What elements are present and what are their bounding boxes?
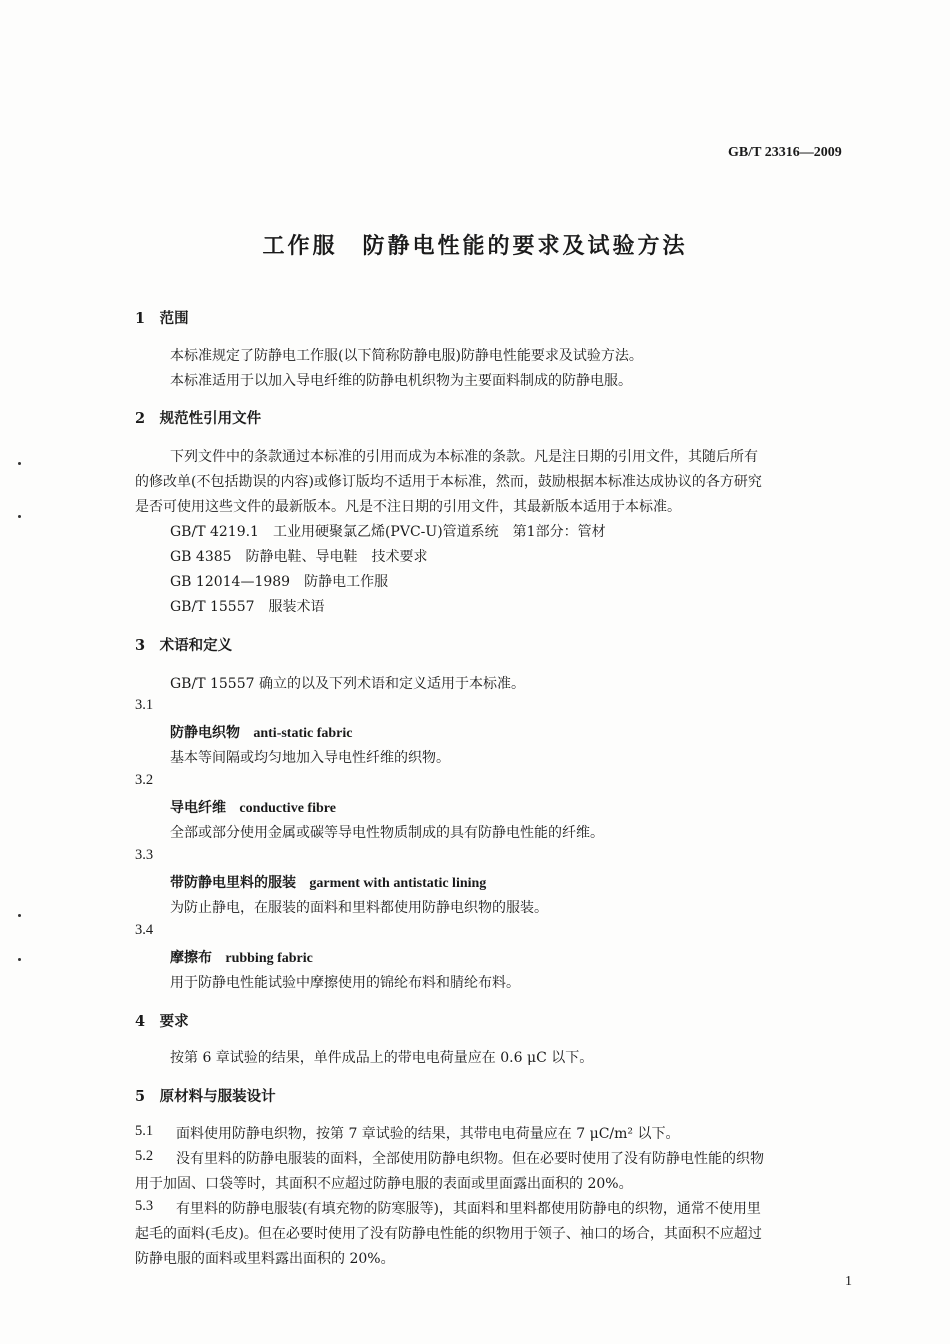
reference-4: GB/T 15557 服装术语 <box>170 599 325 615</box>
page-number: 1 <box>845 1274 852 1289</box>
term-definition: 全部或部分使用金属或碳等导电性物质制成的具有防静电性能的纤维。 <box>170 825 604 841</box>
section-2-para-line-2: 的修改单(不包括勘误的内容)或修订版均不适用于本标准，然而，鼓励根据本标准达成协议的各方研究 <box>135 474 762 490</box>
scan-speck <box>18 515 21 518</box>
term-definition: 基本等间隔或均匀地加入导电性纤维的织物。 <box>170 750 450 766</box>
section-2-para-line-3: 是否可使用这些文件的最新版本。凡是不注日期的引用文件，其最新版本适用于本标准。 <box>135 499 681 515</box>
clause-5-3-line-2: 起毛的面料(毛皮)。但在必要时使用了没有防静电性能的织物用于领子、袖口的场合，其面积不应超过 <box>135 1226 762 1242</box>
term-zh: 导电纤维 <box>170 800 226 816</box>
term-en: conductive fibre <box>239 801 336 816</box>
scan-speck <box>18 914 21 917</box>
scan-speck <box>18 958 21 961</box>
section-1-heading: 1 范围 <box>135 310 189 327</box>
term-number: 3.4 <box>135 922 154 938</box>
term-zh: 摩擦布 <box>170 950 212 966</box>
clause-5-1-number: 5.1 <box>135 1123 154 1139</box>
clause-5-2-line-1: 没有里料的防静电服装的面料，全部使用防静电织物。但在必要时使用了没有防静电性能的织物 <box>176 1151 764 1167</box>
clause-5-3-number: 5.3 <box>135 1198 154 1214</box>
term-definition: 用于防静电性能试验中摩擦使用的锦纶布料和腈纶布料。 <box>170 975 520 991</box>
section-5-heading: 5 原材料与服装设计 <box>135 1088 276 1105</box>
clause-5-3-line-1: 有里料的防静电服装(有填充物的防寒服等)，其面料和里料都使用防静电的织物，通常不使用里 <box>176 1201 761 1217</box>
section-1-para-1: 本标准规定了防静电工作服(以下简称防静电服)防静电性能要求及试验方法。 <box>170 348 643 364</box>
term-en: rubbing fabric <box>225 951 313 966</box>
term-definition: 为防止静电，在服装的面料和里料都使用防静电织物的服装。 <box>170 900 548 916</box>
document-title: 工作服 防静电性能的要求及试验方法 <box>262 233 688 259</box>
clause-5-1-line-1: 面料使用防静电织物，按第 7 章试验的结果，其带电电荷量应在 7 μC/m² 以下。 <box>176 1126 680 1142</box>
term-zh: 带防静电里料的服装 <box>170 875 296 891</box>
term-en: anti-static fabric <box>253 726 353 741</box>
standard-code: GB/T 23316—2009 <box>728 145 842 160</box>
section-4-para: 按第 6 章试验的结果，单件成品上的带电电荷量应在 0.6 μC 以下。 <box>170 1050 594 1066</box>
reference-3: GB 12014—1989 防静电工作服 <box>170 574 389 590</box>
section-3-heading: 3 术语和定义 <box>135 637 233 654</box>
term-en: garment with antistatic lining <box>309 876 487 891</box>
term-heading <box>170 872 486 892</box>
term-number: 3.2 <box>135 772 154 788</box>
section-2-heading: 2 规范性引用文件 <box>135 410 262 427</box>
term-zh: 防静电织物 <box>170 725 240 741</box>
section-4-heading: 4 要求 <box>135 1013 189 1030</box>
term-heading <box>170 947 313 967</box>
section-1-para-2: 本标准适用于以加入导电纤维的防静电机织物为主要面料制成的防静电服。 <box>170 373 632 389</box>
term-heading <box>170 797 336 817</box>
term-number: 3.3 <box>135 847 154 863</box>
reference-2: GB 4385 防静电鞋、导电鞋 技术要求 <box>170 549 428 565</box>
clause-5-2-line-2: 用于加固、口袋等时，其面积不应超过防静电服的表面或里面露出面积的 20%。 <box>135 1176 633 1192</box>
term-heading <box>170 722 353 742</box>
clause-5-2-number: 5.2 <box>135 1148 154 1164</box>
term-number: 3.1 <box>135 697 154 713</box>
section-2-para-line-1: 下列文件中的条款通过本标准的引用而成为本标准的条款。凡是注日期的引用文件，其随后所有 <box>170 449 758 465</box>
clause-5-3-line-3: 防静电服的面料或里料露出面积的 20%。 <box>135 1251 395 1267</box>
scan-speck <box>18 462 21 465</box>
section-3-intro: GB/T 15557 确立的以及下列术语和定义适用于本标准。 <box>170 676 525 692</box>
reference-1: GB/T 4219.1 工业用硬聚氯乙烯(PVC-U)管道系统 第1部分：管材 <box>170 524 606 540</box>
